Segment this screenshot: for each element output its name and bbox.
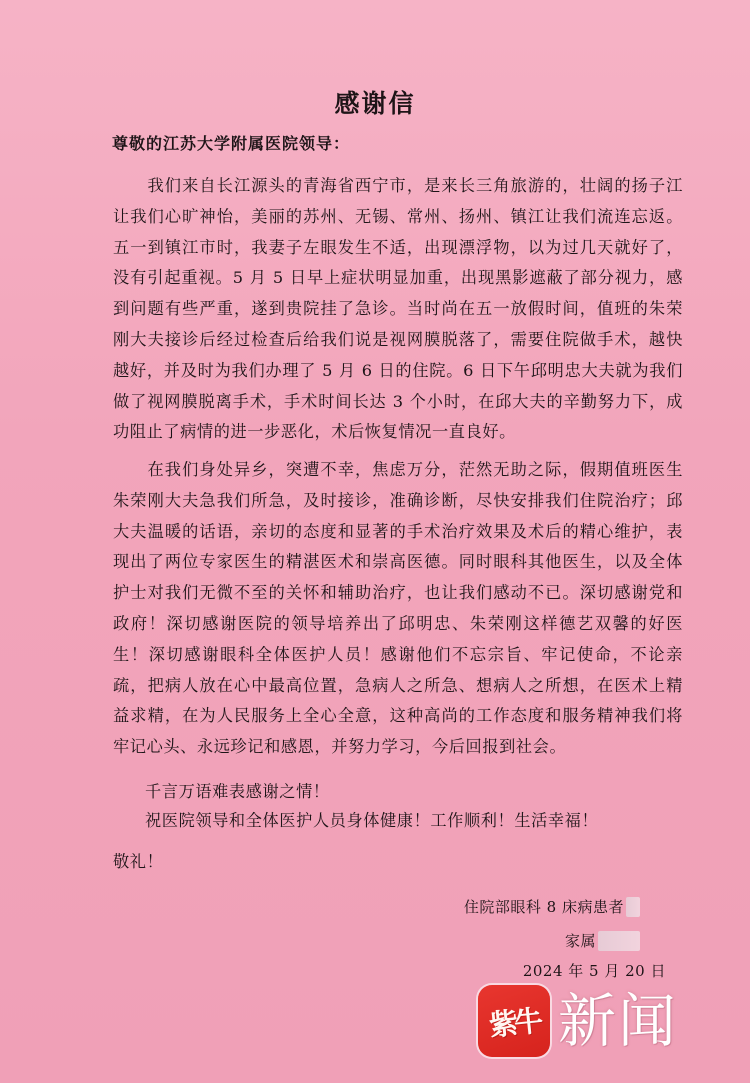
- paragraph-1-text: 我们来自长江源头的青海省西宁市，是来长三角旅游的，壮阔的扬子江让我们心旷神怡，美丽的苏州、无锡、常州、扬州、镇江让我们流连忘返。五一到镇江市时，我妻子左眼发生不适，出现漂浮物，以为过几天就好了，没有引起重视。5 月 5 日早上症状明显加重，出现黑影遮蔽了部分视力，感到问题有些严重，遂到贵院挂了急诊。当时尚在五一放假时间，值班的朱荣刚大夫接诊后经过检查后给我们说是视网膜脱落了，需要住院做手术，越快越好，并及时为我们办理了 5 月 6 日的住院。6 日下午邱明忠大夫就为我们做了视网膜脱离手术，手术时间长达 3 个小时，在邱大夫的辛勤努力下，成功阻止了病情的进一步恶化，术后恢复情况一直良好。: [113, 176, 683, 442]
- redacted-name: [626, 897, 640, 917]
- paragraph-2-text: 在我们身处异乡，突遭不幸，焦虑万分，茫然无助之际，假期值班医生朱荣刚大夫急我们所急，及时接诊，准确诊断，尽快安排我们住院治疗；邱大夫温暖的话语，亲切的态度和显著的手术治疗效果及术后的精心维护，表现出了两位专家医生的精湛医术和崇高医德。同时眼科其他医生，以及全体护士对我们无微不至的关怀和辅助治疗，也让我们感动不已。深切感谢党和政府！深切感谢医院的领导培养出了邱明忠、朱荣刚这样德艺双馨的好医生！深切感谢眼科全体医护人员！感谢他们不忘宗旨、牢记使命，不论亲疏，把病人放在心中最高位置，急病人之所急、想病人之所想，在医术上精益求精，在为人民服务上全心全意，这种高尚的工作态度和服务精神我们将牢记心头、永远珍记和感恩，并努力学习，今后回报到社会。: [113, 460, 683, 757]
- signature-patient-text: 住院部眼科 8 床病患者: [463, 898, 624, 916]
- signature-family-text: 家属: [564, 932, 596, 950]
- closing-line-thanks: 千言万语难表感谢之情！: [145, 782, 330, 801]
- letter-paragraph-2: [113, 455, 683, 763]
- brand-logo-text: 紫牛: [487, 1002, 541, 1043]
- redacted-name: [598, 931, 640, 951]
- signature-date: 2024 年 5 月 20 日: [522, 962, 666, 980]
- brand-watermark-text: 新闻: [558, 987, 679, 1055]
- letter-paragraph-1: [113, 171, 683, 448]
- signature-patient: [464, 896, 640, 917]
- signature-family: [565, 930, 640, 951]
- closing-line-salute: 敬礼！: [113, 852, 164, 871]
- letter-salutation: 尊敬的江苏大学附属医院领导：: [112, 134, 351, 153]
- brand-logo-icon: [478, 985, 550, 1057]
- letter-title: 感谢信: [334, 89, 416, 118]
- closing-line-wishes: 祝医院领导和全体医护人员身体健康！工作顺利！生活幸福！: [145, 811, 599, 830]
